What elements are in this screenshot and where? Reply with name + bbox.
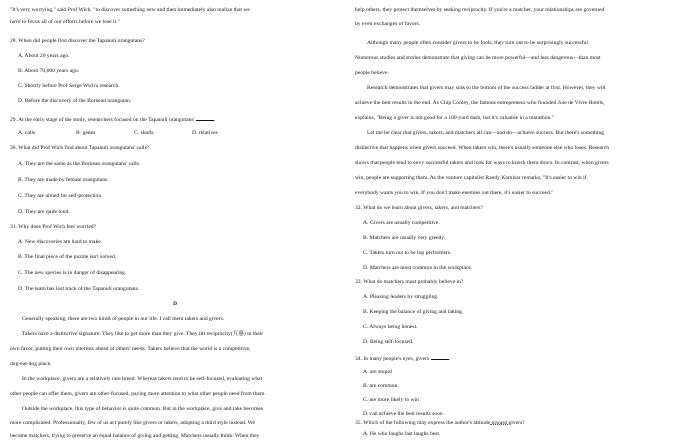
question-29-option-a: A. calls [18, 130, 36, 136]
question-30-stem: 30. What did Prof Wich find about Tapanuli orangutans' calls? [10, 145, 150, 151]
question-33-option-b: B. Keeping the balance of giving and taking. [363, 309, 464, 315]
question-34-option-c: C. are more likely to win [363, 397, 419, 403]
question-33-option-a: A. Pleasing leaders by struggling. [363, 294, 439, 300]
question-34-stem-row: 34. In many people's eyes, givers . [355, 356, 450, 362]
passage-line: win, people are supporting them. As the venture capitalist Randy Komisar remarks, "It's easier to win if [355, 175, 587, 181]
section-heading: D [172, 301, 178, 307]
question-29-stem: 29. At the early stage of the study, researchers focused on the Tapanuli orangutans' [10, 117, 195, 123]
passage-line: achieve the best results in the end. As Chip Conley, the famous entrepreneur who founded Joie de Vivre Hotels, [355, 100, 605, 106]
question-34-stem: 34. In many people's eyes, givers [355, 356, 430, 362]
passage-line: Let me be clear that givers, takers, and matchers all can—and do—achieve success. But there's something [367, 130, 605, 136]
question-34-option-d: D. can achieve the best results soon [363, 411, 443, 417]
passage-line: other people can offer them, givers are other-focused, paying more attention to what other people need from them. [10, 391, 266, 397]
question-31-option-c: C. The new species is in danger of disappearing. [18, 270, 127, 276]
question-31-option-a: A. New discoveries are hard to make. [18, 239, 103, 245]
passage-line: Outside the workplace, this type of behavior is quite common. But in the workplace, give and take becomes [22, 406, 264, 412]
passage-line: Numerous studies and stories demonstrate that giving can be more powerful—and less dangerous—than most [355, 55, 601, 61]
question-31-stem: 31. Why does Prof Wich feel worried? [10, 224, 97, 230]
passage-line: by even exchanges of favors. [355, 21, 421, 27]
question-29-stem-row: 29. At the early stage of the study, researchers focused on the Tapanuli orangutans' . [10, 117, 216, 123]
question-30-option-a: A. They are the same as the Bornean orangutans' calls. [18, 161, 141, 167]
question-28-option-b: B. About 70,000 years ago. [18, 68, 80, 74]
passage-line: explains, "Being a giver is not good for a 100-yard dash, but it's valuable in a marathon." [355, 115, 554, 121]
passage-line: In the workplace, givers are a relatively rare breed. Whereas takers tend to be self-focused, evaluating what [22, 376, 263, 382]
question-31-option-b: B. The final piece of the puzzle isn't solved. [18, 254, 117, 260]
question-28-option-d: D. Before the discovery of the Bornean orangutan. [18, 98, 132, 104]
passage-line: help others, they protect themselves by seeking reciprocity. If you're a matcher, your relationships are governed [355, 7, 605, 13]
intro-line: have to focus all of our efforts before we lose it." [10, 19, 120, 25]
passage-line: distinctive that happens when givers succeed. When takers win, there's usually someone else who loses. Research [355, 145, 610, 151]
question-32-option-b: B. Matchers are usually very greedy. [363, 235, 446, 241]
question-32-option-d: D. Matchers are most common in the workplace. [363, 265, 473, 271]
passage-line: everybody wants you to win. If you don't make enemies out there, it's easier to succeed." [355, 190, 554, 196]
question-32-stem: 32. What do we learn about givers, takers, and matchers? [355, 205, 483, 211]
passage-line: own favor, putting their own interests ahead of others' needs. Takers believe that the world is a competitive, [10, 346, 251, 352]
question-29-option-c: C. skulls [134, 130, 154, 136]
question-33-option-d: D. Being self-focused. [363, 339, 414, 345]
question-29-option-d: D. relatives [192, 130, 218, 136]
question-33-option-c: C. Always being honest. [363, 324, 418, 330]
passage-line: Research demonstrates that givers may sink to the bottom of the success ladder at first. However, they will [367, 85, 606, 91]
question-28-stem: 28. When did people first discover the Tapanuli orangutans? [10, 38, 145, 44]
answer-blank [431, 355, 449, 360]
passage-line: more complicated. Professionally, few of us act purely like givers or takers, adopting a third style instead. We [10, 420, 255, 426]
question-30-option-c: C. They are aimed for self-protection. [18, 193, 103, 199]
question-29-options [10, 131, 250, 137]
question-28-option-a: A. About 20 years ago. [18, 53, 70, 59]
passage-line: people believe. [355, 70, 389, 76]
question-35-option-a: A. He who laughs last laughs best. [363, 431, 441, 437]
question-28-option-c: C. Shortly before Prof Serge Wich's research. [18, 83, 120, 89]
question-34-option-b: B. are common [363, 383, 398, 389]
question-29-option-b: B. genes [76, 130, 96, 136]
question-33-stem: 33. What do matchers most probably believe in? [355, 279, 464, 285]
passage-line: shows that people tend to envy successful takers and look for ways to knock them down. In contrast, when givers [355, 160, 609, 166]
question-30-option-b: B. They are made by female orangutans. [18, 177, 109, 183]
question-35-stem: 35. Which of the following may express the author's attitude toward givers? [355, 420, 525, 426]
question-32-option-a: A. Givers are usually competitive. [363, 220, 440, 226]
question-30-option-d: D. They are quite loud. [18, 209, 70, 215]
passage-line: Generally speaking, there are two kinds of people in our life. I call them takers and givers. [22, 316, 225, 322]
answer-blank [196, 116, 214, 121]
passage-line: Takers have a distinctive signature: They like to get more than they give. They tilt reciprocity(互惠) in their [22, 331, 264, 337]
question-32-option-c: C. Takers turn out to be top performers. [363, 250, 452, 256]
passage-line: dog-eat-dog place. [10, 361, 52, 367]
passage-line: Although many people often consider givers to be fools, they turn out to be surprisingly successful. [367, 40, 590, 46]
question-34-option-a: A. are stupid [363, 369, 392, 375]
intro-line: "It's very worrying," said Prof Wich, "to discover something new and then immediately also realize that we [10, 7, 250, 13]
question-31-option-d: D. The team has lost track of the Tapanuli orangutans. [18, 286, 140, 292]
scan-artifact [490, 424, 508, 427]
passage-line: become matchers, trying to preserve an equal balance of giving and getting. Matchers usually think: When they [10, 433, 260, 439]
